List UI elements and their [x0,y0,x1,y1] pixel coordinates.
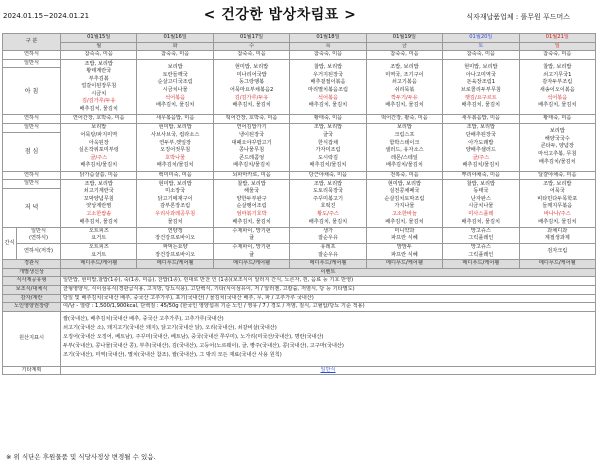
row-label: 경관식 [3,260,61,269]
menu-item: 배추겉절이볶음 [310,79,346,86]
snack-soft [443,243,519,259]
lunch-soft: 당근야채죽, 미음 [290,171,366,180]
menu-item: 찰밥, 보리밥 [466,180,496,187]
lunch-regular [61,123,137,171]
breakfast-soft: 참죽죽, 미음 [61,51,137,60]
snack-general [61,227,137,243]
breakfast-regular [61,59,137,115]
menu-item: 우리사과레공무침 [155,211,196,218]
menu-item: 한식잡채 [317,139,339,146]
menu-item: 조밥, 보리밥 [313,180,343,187]
tube-value: 메디푸드/케어웰 [366,260,442,269]
menu-item: 굴/주스 [472,154,490,161]
info-text: 일반밥, 현미밥,찰밥(1종), 죽(1종, 미음), 찬밥(1종), 흰대로 반찬 인 (1종)(보조식이 알러지 간식, 노른자, 흰, 음료 등 기호 반영) [61,277,596,286]
menu-table [2,33,596,375]
menu-item: 도시락김 [317,154,339,161]
snack-general-label: 일반식 (연하식) [17,227,61,243]
menu-item: 조밥, 보리밥 [466,124,496,131]
menu-item: 검자크림 [547,247,568,254]
origin-line: 쇠고기(국내산 소), 돼지고기(국내산 돼지), 닭고기(국내산 닭), 오리(국내산), 쇠갈비살(국내산) [63,325,277,332]
menu-item: 배추김치/물김치 [80,162,118,169]
menu-item: 난자완스 [470,195,491,202]
menu-item: 실전콩채페국 [389,188,420,195]
menu-item: 현미밥, 보리밥 [387,180,422,187]
menu-item: 콩나물무침 [239,147,265,154]
menu-item: 수제파이, 망기펀 [232,243,271,250]
dinner-regular [519,180,595,228]
menu-item: 배추김치, 물김치 [461,102,501,109]
date-range: 2024.01.15~2024.01.21 [3,12,90,20]
snack-group-label: 간식 [3,227,17,259]
menu-item: 배추김치, 물김치 [232,102,271,109]
meal-label: 점 심 [3,132,61,171]
menu-item: 토란들깨국 [162,71,188,78]
menu-item: 요거트 [91,251,107,258]
tube-value: 메디푸드/케어웰 [519,260,595,269]
menu-item: 쇠고기무국1 [543,71,572,78]
menu-item: 꼬막양념무침 [83,195,114,202]
menu-item: 냉이된장국 [239,132,265,139]
menu-item: 배추김치, 물김치 [155,102,195,109]
meal-label: 아 침 [3,68,61,115]
menu-item: 현미밥, 보리밥 [234,64,269,71]
menu-item: 배추김치/물김치 [233,162,270,169]
menu-item: 어묵국 [549,188,565,195]
row-label: 연하식 [3,115,61,124]
menu-item: 시금치 [91,90,107,97]
row-label: 일반식 [3,180,61,189]
menu-item: 배추김치, 물김치 [79,218,118,225]
menu-item: 순살김치토막조림 [384,195,425,202]
menu-item: 미소장국 [165,188,186,195]
menu-item: 함박스테이크 [389,139,420,146]
row-label: 일반식 [3,123,61,132]
menu-item: 수제파이, 망기펀 [232,227,271,234]
info-label: 보조식/대체식 [3,285,61,294]
menu-item: 들깨지무볶음 [542,203,573,210]
lunch-soft: 닭가슴살씀, 미음 [61,171,137,180]
origin-line: 쌀(국내산), 배추김치(국내산 배추, 중국산 고추가루), 고추가루(국내산) [63,316,224,323]
menu-item: 감자두부조림 [542,79,573,86]
menu-item: 연양갱 [167,227,183,234]
menu-item: 현미밥, 보리밥 [464,64,498,71]
footnote: ※ 위 식단은 후원물품 및 식당사정상 변경될 수 있음. [6,453,156,461]
breakfast-soft: 참죽죽, 미음 [137,51,213,60]
menu-item: 석어볶음 [547,94,568,101]
lunch-regular [290,123,366,171]
menu-item: 고소한바늘 [391,211,417,218]
menu-item: 장건강프로바이오 [155,235,196,242]
breakfast-soft2: 새우볶음밥, 미음 [137,115,213,124]
menu-item: 우거지된장국 [312,71,344,78]
menu-item: 파프란 식혜 [391,235,418,242]
menu-item: 아가도래밥 [468,139,494,146]
day-of-week: 목 [290,42,366,51]
menu-item: 콘타두, 양념장 [540,143,574,150]
lunch-soft: 뿌리야채죽, 미음 [443,171,519,180]
menu-item: 유레프 [320,243,336,250]
day-of-week: 일 [519,42,595,51]
menu-item: 가지나물 [394,203,415,210]
menu-item: 레몬/스테일 [391,154,418,161]
row-label: 연하식 [3,171,61,180]
menu-item: 찰밥, 보리밥 [237,180,266,187]
menu-item: 오징어젓무침 [160,147,191,154]
menu-item: 망고쥬스 [470,227,491,234]
dinner-regular [290,180,366,228]
vendor-label: 식자재납품업체 : 풀무원 푸드머스 [466,13,570,21]
menu-item: 양한두부완구 [236,195,267,202]
menu-item: 찰밥, 보리밥 [313,64,343,71]
menu-item: 주꾸미볶고기 [312,195,344,202]
menu-item: 배추김치/물김치 [538,158,576,165]
menu-item: 브로콜리두부무침 [460,87,501,94]
menu-item: 얏상계란찜 [86,203,112,210]
breakfast-soft2: 황태죽, 미음 [290,115,366,124]
day-date: 01월21일 [519,34,595,43]
menu-item: 마석고추볶, 무침 [538,151,577,158]
menu-item: 엄마볶기호박 [236,211,267,218]
menu-item: 시금치나물 [468,203,494,210]
menu-item: 배추김치, 물김치 [308,102,348,109]
breakfast-soft2: 연어간장, 호박죽, 미음 [61,115,137,124]
snack-soft [290,243,366,259]
menu-item: 양배추샐러드 [465,147,496,154]
menu-item: 샐러드, 유자소스 [385,147,424,154]
menu-item: 황태계란국 [86,68,112,75]
menu-item: 대패오야꾸팝고기 [231,139,272,146]
menu-item: 귤 [249,251,255,258]
snack-soft [213,243,289,259]
breakfast-soft2: 떡어간장, 호박죽, 미음 [213,115,289,124]
day-of-week: 화 [137,42,213,51]
menu-item: 조밥, 보리밥 [313,124,343,131]
menu-item: 동태국 [473,188,489,195]
day-date: 01월19일 [366,34,442,43]
menu-item: 보리밥 [167,64,183,71]
info-label: 감자/계란 [3,294,61,303]
origin-line: 오징어(국내산 오징어, 베트남), 주꾸미(국내산, 베트남), 중국(국내산 쭈꾸미), 노가리(미국산/국내산), 명란(국내산) [63,334,324,341]
menu-item: 배추김치, 물김치 [385,102,424,109]
menu-item: 순살고디국조림 [157,79,193,86]
info-text: 여/남 - 열량 : 1,500/1,900kcal, 단백질 : 45/50g (한국인 영양섭취 기준 노인 / 영유 / 7 / 경도 / 저염, 질식, 고혈압/당뇨 기준 적용) [61,303,596,312]
snack-general [519,227,595,243]
lunch-soft: 전복죽, 미음 [366,171,442,180]
menu-item: 가자미조림 [315,147,341,154]
menu-item: 조밥, 보리밥 [84,180,113,187]
menu-item: 해양국국수 [544,135,570,142]
menu-item: 도토리묵장국 [312,188,344,195]
menu-item: 김/김가루/두유 [81,98,116,105]
origin-line: 두부(국내산), 콩나물(국내산 콩), 부추(국내산), 김(국내산), 고등어(노르웨이), 굴, 빵주(국내산), 콩(국내산), 고구마(국내산) [63,343,344,350]
menu-item: 배추김치, 물김치 [79,106,118,113]
breakfast-soft: 참죽죽, 미음 [366,51,442,60]
menu-item: 귤 [249,235,255,242]
menu-item: 동그랑땡볶 [239,79,265,86]
snack-soft [519,243,595,259]
menu-item: 쇠고기볶음 [391,79,417,86]
menu-item: 새송이오이볶음 [539,87,575,94]
menu-item: 오트피즈 [88,227,109,234]
menu-item: 조밥, 보리밥 [543,180,572,187]
menu-item: 크림스프 [394,132,415,139]
menu-item: 미니약과 [394,227,415,234]
menu-item: 현미밥, 보리밥 [158,180,192,187]
menu-item: 요거트 [91,235,107,242]
menu-item: 바나나/주스 [543,211,571,218]
breakfast-soft2: 새우볶음밥, 미음 [443,115,519,124]
menu-item: 아욱된장 [88,139,109,146]
dinner-regular [443,180,519,228]
menu-item: 굴/주스 [90,154,108,161]
menu-item: 어묵탕/파지미역 [80,132,118,139]
snack-general [366,227,442,243]
menu-item: 황도/주스 [317,211,339,218]
menu-item: 쉬리묵볶 [394,87,415,94]
menu-item: 맘맘두 [396,243,412,250]
menu-item: 현미밥, 보리밥 [158,124,192,131]
menu-item: 호떡진 [320,203,336,210]
info-text: 이벤트 [61,268,596,277]
info-label: 개별생신상 [3,268,61,277]
page-title: < 건강한 밥상차림표 > [203,7,357,23]
menu-item: 파프란 식혜 [391,251,418,258]
tube-value: 메디푸드/케어웰 [213,260,289,269]
snack-general [443,227,519,243]
tube-value: 메디푸드/케어웰 [61,260,137,269]
day-date: 01월18일 [290,34,366,43]
snack-general [290,227,366,243]
origin-label: 원산지표시 [3,311,61,366]
menu-item: 쇠고기계란국 [83,188,114,195]
menu-item: 돈육장조림1 [466,79,496,86]
breakfast-regular [213,59,289,115]
menu-item: 배추김치/물김치 [386,162,423,169]
day-date: 01월17일 [213,34,289,43]
tube-value: 메디푸드/케어웰 [137,260,213,269]
info-text: 당일 및 배추김치(국내산 배추, 중국산 고추가루), 포기(국내산) / 물김치(국내산 배추, 무, 파 / 고추가루 국내산) [61,294,596,303]
menu-item: 배추김치, 물김치 [538,102,577,109]
day-of-week: 수 [213,42,289,51]
meal-label: 저 녁 [3,188,61,227]
lunch-regular [366,123,442,171]
menu-item: 찰밥, 보리밥 [543,64,572,71]
lunch-soft: 달걀야채죽, 미음 [519,171,595,180]
origin-line: 조기(국내산), 미역(국내산), 멸치(국내산 참조), 쌀(국내산), 그 밖의 모든 재료(국내산 사용 원칙) [63,352,282,359]
menu-item: 그릭플레인 [468,235,494,242]
breakfast-regular [443,59,519,115]
menu-item: 마리멸치볶음조림 [307,87,349,94]
menu-item: 호박나물 [165,154,186,161]
breakfast-regular [366,59,442,115]
breakfast-soft: 참죽죽, 미음 [213,51,289,60]
menu-item: 굴국 [322,132,333,139]
menu-item: 연두부,깻잎장 [159,139,191,146]
day-date: 01월15일 [61,34,137,43]
lunch-regular [443,123,519,171]
other-text: 일반식 [61,366,596,375]
menu-item: 배추김치, 물김치 [308,218,348,225]
menu-item: 시금치나물 [162,87,188,94]
lunch-soft: 백미미죽, 미음 [137,171,213,180]
menu-item: 그릭플레인 [468,251,494,258]
tube-value: 메디푸드/케어웰 [443,260,519,269]
snack-soft-label: 연하식(저작) [17,243,61,259]
menu-item: 배추김치/물김치 [462,162,500,169]
menu-item: 배추김치, 물김치 [385,218,424,225]
lunch-soft: 뇌파마카로, 미음 [213,171,289,180]
menu-item: 미나리어국밥 [236,71,267,78]
header [0,0,600,28]
menu-item: 잘순우유 [317,235,339,242]
menu-item: 실온작위포미부렁 [78,147,119,154]
menu-item: 김/김가루/두유 [234,94,269,101]
menu-item: 햇김/요구르트 [464,94,497,101]
menu-item: 조밥, 보리밥 [390,64,419,71]
lunch-regular [519,123,595,171]
menu-item: 오트피즈 [88,243,109,250]
day-date: 01월16일 [137,34,213,43]
menu-item: 잘순우유 [317,251,339,258]
menu-item: 순살땡어조림 [236,203,267,210]
menu-item: 해물국 [244,188,260,195]
menu-item: 콘드레콤엉 [239,154,265,161]
header-label: 구 분 [3,34,61,51]
menu-item: 닭고기메재구이 [157,195,193,202]
breakfast-regular [290,59,366,115]
day-of-week: 월 [61,42,137,51]
snack-soft [61,243,137,259]
row-label: 일반식 [3,59,61,68]
snack-general [213,227,289,243]
menu-item: 단배추된장국 [465,132,496,139]
menu-item: 물김치 [167,218,183,225]
info-label: 식사제공유형 [3,277,61,286]
day-of-week: 금 [366,42,442,51]
dinner-regular [213,180,289,228]
breakfast-soft: 참죽죽, 미음 [443,51,519,60]
tube-value: 메디푸드/케어웰 [290,260,366,269]
dinner-regular [137,180,213,228]
menu-item: 어묵마요부채볶음2 [229,87,274,94]
snack-soft [366,243,442,259]
snack-general [137,227,213,243]
menu-item: 장건강프로바이오 [155,251,196,258]
menu-item: 생가 [322,227,333,234]
menu-item: 고소한쌈솥 [86,211,112,218]
menu-item: 미역국, 조기구이 [385,71,424,78]
menu-item: 사브사브국, 컵라소스 [150,132,200,139]
breakfast-soft2: 떡어간장, 팥죽, 미음 [366,115,442,124]
menu-item: 짜먹는요양 [162,243,188,250]
info-text: 균형영양식, 식이섬유식(경관급식용, 고지방, 당뇨식용), 고단백식, 기타(식이섬유이, 저 / 알러젠, 고칼슘, 저염식, 당 등 기타별도) [61,285,596,294]
lunch-regular [213,123,289,171]
menu-item: 석어볶음 [165,94,186,101]
breakfast-soft: 참죽죽, 미음 [290,51,366,60]
breakfast-regular [519,59,595,115]
menu-item: 배추김치/물김치 [156,162,194,169]
menu-item: 보리밥 [396,124,412,131]
menu-item: 배추김치, 물김치 [232,218,271,225]
menu-item: 계절생과제 [544,235,570,242]
row-label: 연하식 [3,51,61,60]
menu-item: 조밥, 보리밥 [84,60,113,67]
dinner-regular [61,180,137,228]
menu-item: 비타민다두목학포 [537,195,578,202]
menu-item: 보리밥 [549,128,565,135]
lunch-regular [137,123,213,171]
menu-item: 깍두기/두유 [391,94,418,101]
other-label: 기타계획 [3,366,61,375]
menu-item: 얼갈이된장무침 [81,83,117,90]
menu-item: 연어김밥가기 [236,124,267,131]
menu-item: 보리밥 [91,124,107,131]
menu-item: 과채디과 [547,227,568,234]
day-of-week: 토 [443,42,519,51]
info-label: 노인영양권장량 [3,303,61,312]
breakfast-soft: 참죽죽, 미음 [519,51,595,60]
origin-text [61,311,596,366]
menu-item: 망고쥬스 [470,243,491,250]
menu-item: 배추김치, 물김치 [461,218,501,225]
menu-item: 미사스플레 [468,211,494,218]
dinner-regular [366,180,442,228]
snack-soft [137,243,213,259]
day-date: 01월20일 [443,34,519,43]
breakfast-regular [137,59,213,115]
breakfast-soft2: 황태죽, 미음 [519,115,595,124]
menu-item: 배추김치/물김치 [309,162,347,169]
menu-item: 부추김볶 [88,75,109,82]
menu-item: 배추김치, 물김치 [538,218,577,225]
menu-item: 아나고미역국 [465,71,496,78]
menu-item: 감부론장조림 [160,203,191,210]
menu-item: 석어볶음 [317,94,339,101]
